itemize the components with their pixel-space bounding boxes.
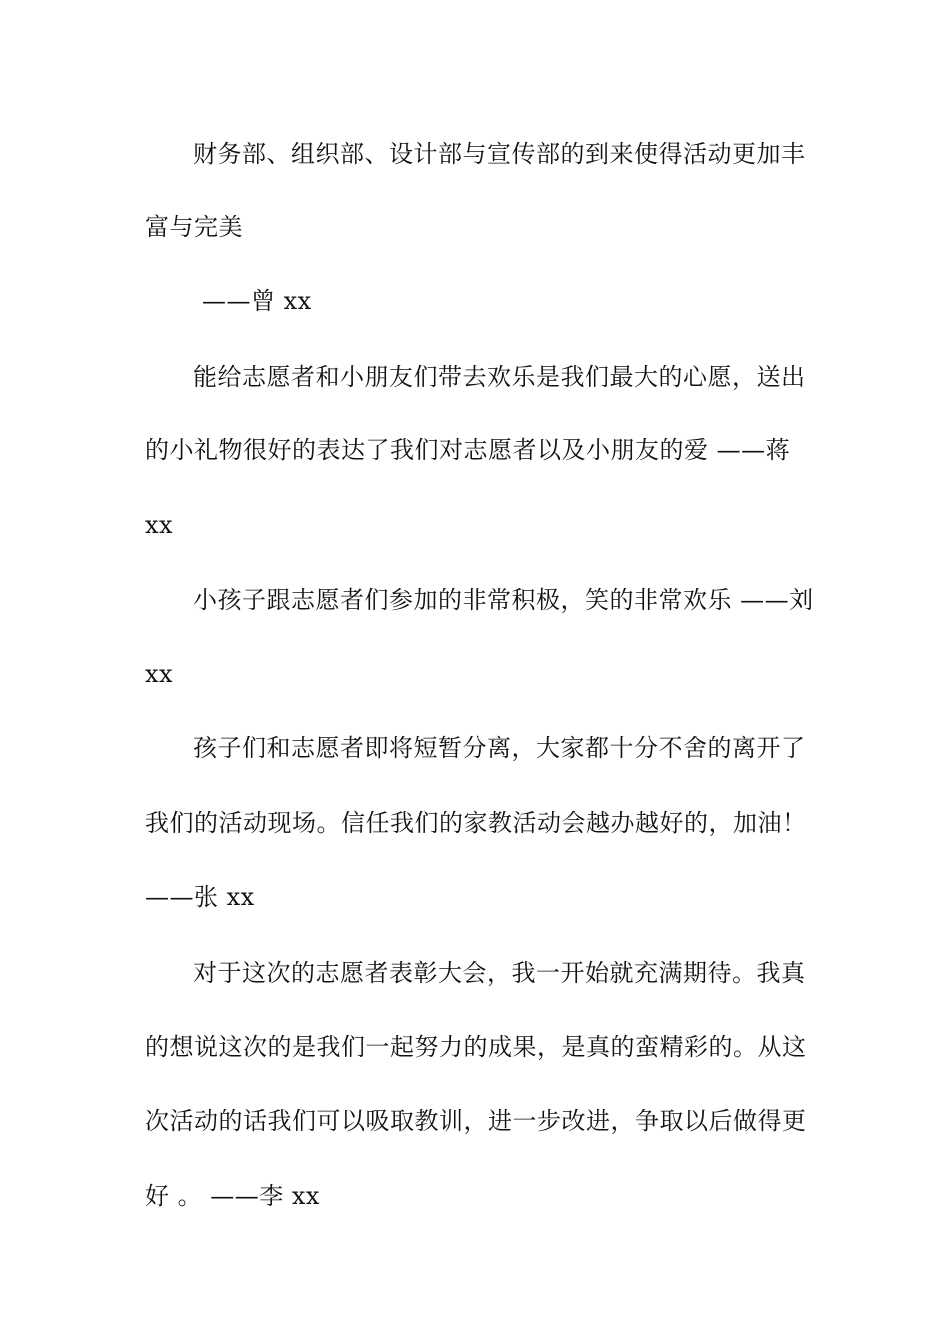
paragraph-1-line-2: 富与完美 (145, 213, 243, 241)
paragraph-2-line-2: 的小礼物很好的表达了我们对志愿者以及小朋友的爱 ——蒋 (145, 436, 791, 464)
paragraph-5-line-3: 次活动的话我们可以吸取教训，进一步改进，争取以后做得更 (145, 1107, 807, 1135)
paragraph-2-line-1: 能给志愿者和小朋友们带去欢乐是我们最大的心愿，送出 (193, 363, 806, 391)
paragraph-3-line-1: 小孩子跟志愿者们参加的非常积极，笑的非常欢乐 ——刘 (193, 586, 814, 614)
signature-zhang: ——张 xx (145, 883, 255, 911)
paragraph-1-line-1: 财务部、组织部、设计部与宣传部的到来使得活动更加丰 (193, 140, 806, 168)
signature-zeng: ——曾 xx (202, 287, 312, 315)
paragraph-2-line-3: xx (145, 511, 174, 539)
paragraph-5-line-1: 对于这次的志愿者表彰大会，我一开始就充满期待。我真 (193, 959, 806, 987)
paragraph-5-line-2: 的想说这次的是我们一起努力的成果，是真的蛮精彩的。从这 (145, 1033, 807, 1061)
paragraph-3-line-2: xx (145, 660, 174, 688)
paragraph-4-line-1: 孩子们和志愿者即将短暂分离，大家都十分不舍的离开了 (193, 734, 806, 762)
paragraph-4-line-2: 我们的活动现场。信任我们的家教活动会越办越好的，加油！ (145, 809, 807, 837)
paragraph-5-line-4: 好 。 ——李 xx (145, 1182, 320, 1210)
